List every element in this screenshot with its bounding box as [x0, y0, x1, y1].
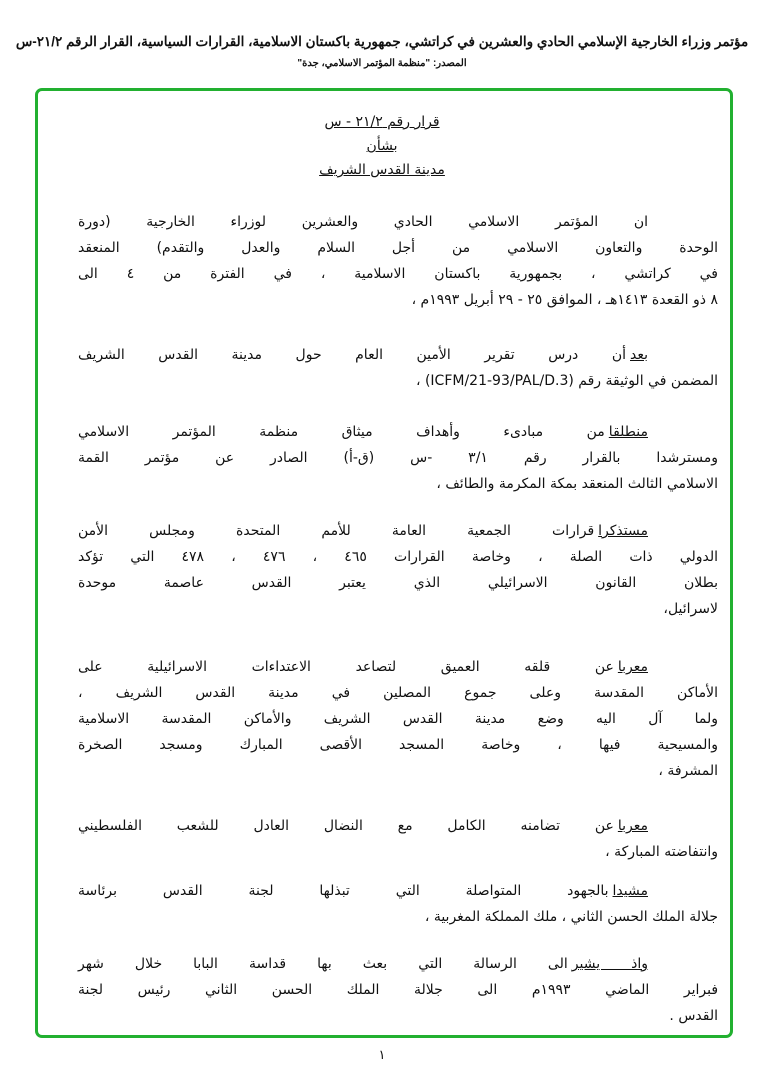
- paragraph-text: وانتفاضته المباركة ،: [605, 844, 718, 860]
- paragraph-text: فبراير الماضي ١٩٩٣م الى جلالة الملك الحسن الثاني رئيس لجنة: [78, 982, 719, 998]
- document-header-title: مؤتمر وزراء الخارجية الإسلامي الحادي والعشرين في كراتشي، جمهورية باكستان الاسلامية، القرارات السياسية، القرار الرقم ٢١/٢-س: [15, 34, 749, 49]
- paragraph: [78, 209, 718, 313]
- paragraph-text: من مبادىء وأهداف ميثاق منظمة المؤتمر الاسلامي: [78, 424, 605, 440]
- paragraph-text: الوحدة والتعاون الاسلامي من أجل السلام والعدل والتقدم) المنعقد: [78, 240, 718, 256]
- paragraph-line: [78, 471, 718, 497]
- paragraph-line: [78, 368, 718, 394]
- paragraph-text: الأماكن المقدسة وعلى جموع المصلين في مدينة القدس الشريف ،: [78, 685, 718, 701]
- paragraph-lead-word: منطلقا: [608, 424, 648, 440]
- paragraph-lead-word: مستذكرا: [598, 523, 648, 539]
- paragraph-text: والمسيحية فيها ، وخاصة المسجد الأقصى المبارك ومسجد الصخرة: [78, 737, 718, 753]
- resolution-subject: مدينة القدس الشريف: [319, 162, 445, 178]
- paragraph-line: [78, 342, 718, 368]
- paragraph-text: عن تضامنه الكامل مع النضال العادل للشعب الفلسطيني: [78, 818, 614, 834]
- paragraph-lead-word: واذ يشير: [571, 956, 649, 972]
- paragraph-line: [78, 951, 718, 977]
- paragraph-text: ولما آل اليه وضع مدينة القدس الشريف والأماكن المقدسة الاسلامية: [78, 711, 718, 727]
- paragraph: [78, 813, 718, 865]
- paragraph-text: قرارات الجمعية العامة للأمم المتحدة ومجلس الأمن: [78, 523, 595, 539]
- paragraph-line: [78, 680, 718, 706]
- page-number: ١: [378, 1048, 386, 1063]
- paragraph-line: [78, 977, 718, 1003]
- resolution-regarding: بشأن: [366, 138, 398, 154]
- paragraph-line: [78, 570, 718, 596]
- paragraph-text: ان المؤتمر الاسلامي الحادي والعشرين لوزراء الخارجية (دورة: [78, 214, 648, 230]
- paragraph-text: ٨ ذو القعدة ١٤١٣هـ ، الموافق ٢٥ - ٢٩ أبريل ١٩٩٣م ،: [411, 292, 718, 308]
- paragraph-line: [78, 878, 718, 904]
- paragraph-text: المشرفة ،: [658, 763, 718, 779]
- paragraph-line: [78, 419, 718, 445]
- paragraph-lead-word: مشيدا: [612, 883, 648, 899]
- paragraph-text: الدولي ذات الصلة ، وخاصة القرارات ٤٦٥ ، ٤٧٦ ، ٤٧٨ التي تؤكد: [78, 549, 719, 565]
- paragraph-line: [78, 518, 718, 544]
- document-source: المصدر: "منظمة المؤتمر الاسلامي، جدة": [297, 58, 467, 69]
- paragraph-text: الاسلامي الثالث المنعقد بمكة المكرمة والطائف ،: [436, 476, 718, 492]
- paragraph-text: القدس .: [669, 1008, 718, 1024]
- paragraph-text: عن قلقه العميق لتصاعد الاعتداءات الاسرائيلية على: [78, 659, 614, 675]
- paragraph-text: ومسترشدا بالقرار رقم ٣/١ -س (ق-أ) الصادر عن مؤتمر القمة: [78, 450, 718, 466]
- paragraph: [78, 342, 718, 394]
- paragraph-text: لاسرائيل،: [663, 601, 718, 617]
- paragraph-line: [78, 813, 718, 839]
- paragraph-lead-word: معربا: [617, 818, 648, 834]
- paragraph-text: أن درس تقرير الأمين العام حول مدينة القدس الشريف: [78, 347, 626, 363]
- paragraph-line: [78, 445, 718, 471]
- paragraph-text: الى الرسالة التي بعث بها قداسة البابا خلال شهر: [78, 956, 568, 972]
- paragraph-lead-word: معربا: [617, 659, 648, 675]
- paragraph-line: [78, 732, 718, 758]
- paragraph-line: [78, 287, 718, 313]
- paragraph: [78, 518, 718, 622]
- paragraph-text: المضمن في الوثيقة رقم (ICFM/21-93/PAL/D.3) ،: [415, 373, 718, 389]
- paragraph: [78, 654, 718, 784]
- paragraph-line: [78, 904, 718, 930]
- paragraph: [78, 878, 718, 930]
- paragraph-line: [78, 758, 718, 784]
- paragraph-line: [78, 706, 718, 732]
- paragraph-line: [78, 654, 718, 680]
- paragraph-line: [78, 544, 718, 570]
- paragraph-line: [78, 235, 718, 261]
- paragraph-line: [78, 1003, 718, 1029]
- paragraph-text: بالجهود المتواصلة التي تبذلها لجنة القدس برئاسة: [78, 883, 609, 899]
- paragraph-lead-word: بعد: [630, 347, 648, 363]
- paragraph: [78, 951, 718, 1029]
- paragraph-text: في كراتشي ، بجمهورية باكستان الاسلامية ، في الفترة من ٤ الى: [78, 266, 718, 282]
- paragraph-line: [78, 596, 718, 622]
- paragraph-text: جلالة الملك الحسن الثاني ، ملك المملكة المغربية ،: [424, 909, 718, 925]
- paragraph-line: [78, 209, 718, 235]
- resolution-number: قرار رقم ٢١/٢ - س: [324, 114, 440, 130]
- paragraph-line: [78, 839, 718, 865]
- paragraph-line: [78, 261, 718, 287]
- paragraph: [78, 419, 718, 497]
- paragraph-text: بطلان القانون الاسرائيلي الذي يعتبر القدس عاصمة موحدة: [78, 575, 718, 591]
